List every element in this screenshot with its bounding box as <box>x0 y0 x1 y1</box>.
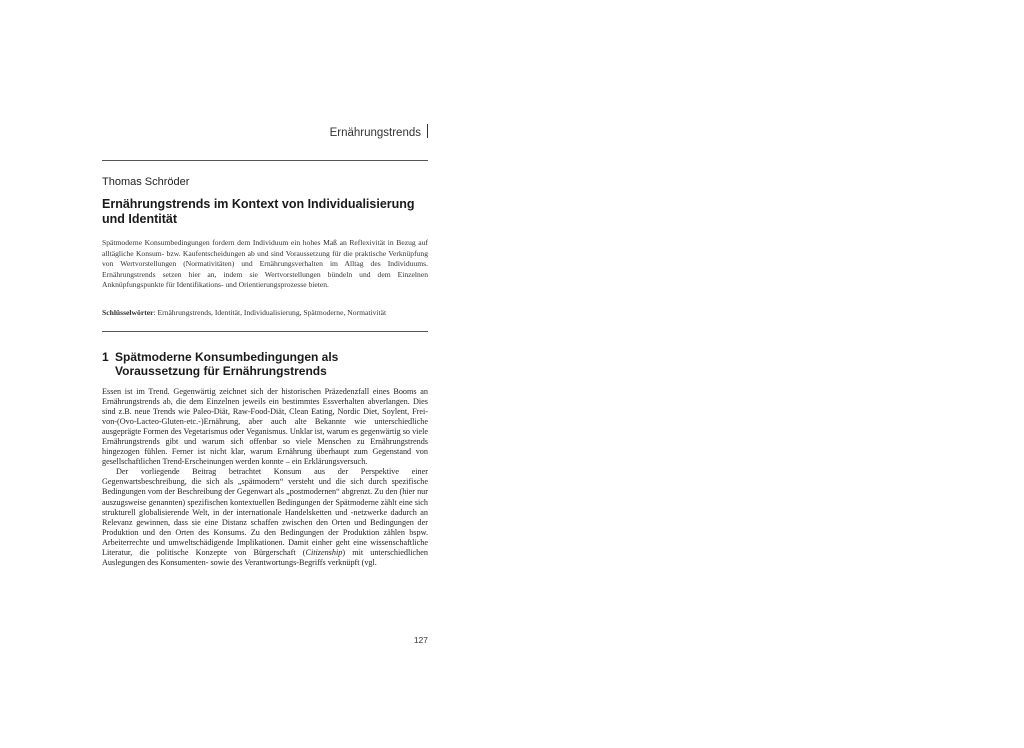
article-title: Ernährungstrends im Kontext von Individualisierung und Identität <box>102 197 415 226</box>
paragraph-1: Essen ist im Trend. Gegenwärtig zeichnet sich der historischen Präzedenzfall eines Booms an Ernährungstrends ab, die dem Einzelnen jeweils ein bestimmtes Essverhalten abverlangen. Dies sind z.B. neue Trends wie Paleo-Diät, Raw-Food-Diät, Clean Eating, Nordic Diet, Soylent, Frei-von-(Ovo-Lacteo-Gluten-etc.-)Ernährung, aber auch alte Bekannte wie unterschiedliche ausgeprägte Formen des Vegetarismus oder Veganismus. Unklar ist, warum es gegenwärtig so viele Ernährungstrends gibt und warum sich offenbar so viele Menschen zu Ernährungstrends hingezogen fühlen. Ferner ist nicht klar, warum Ernährung überhaupt zum Gegenstand von gesellschaftlichen Trend-Erscheinungen werden konnte – ein Erklärungsversuch. <box>102 387 428 467</box>
paragraph-2-text: Der vorliegende Beitrag betrachtet Konsum aus der Perspektive einer Gegenwartsbeschreibung, die sich als „spätmodern“ versteht und die sich durch spezifische Bedingungen vom der Beschreibung der Gegenwart als „postmodernen“ abgrenzt. Zu den (hier nur auszugsweise genannten) spezifischen kontextuellen Bedingungen der Spätmoderne zählt eine sich strukturell globalisierende Welt, in der internationale Handelsketten und -netzwerke dadurch an Relevanz gewinnen, dass sie eine Distanz schaffen zwischen den Orten und Bedingungen der Produktion und den Orten des Konsums. Zu den Bedingungen der Produktion zählen bspw. Arbeiterrechte und umweltschädigende Implikationen. Damit einher geht eine wissenschaftliche Literatur, die politische Konzepte von Bürgerschaft ( <box>102 467 428 557</box>
keywords <box>102 308 428 318</box>
bottom-rule <box>102 331 428 332</box>
section-title-line2: Voraussetzung für Ernährungstrends <box>115 364 327 378</box>
paragraph-2-end: ) mit unterschiedlichen Auslegungen des Konsumenten- sowie des Verantwortungs-Begriffs verknüpft (vgl. <box>102 547 428 567</box>
paragraph-2 <box>102 467 428 567</box>
running-head <box>102 124 428 139</box>
abstract: Spätmoderne Konsumbedingungen fordern dem Individuum ein hohes Maß an Reflexivität in Bezug auf alltägliche Konsum- bzw. Kaufentscheidungen ab und sind Voraussetzung für die praktische Verknüpfung von Wertvorstellungen (Normativitäten) und Ernährungsverhalten im Alltag des Individuums. Ernährungstrends setzen hier an, indem sie Wertvorstellungen bündeln und dem Einzelnen Anknüpfungspunkte für Identifikations- und Orientierungsprozesse bieten. <box>102 238 428 289</box>
author-name: Thomas Schröder <box>102 176 190 188</box>
keywords-list: : Ernährungstrends, Identität, Individualisierung, Spätmoderne, Normativität <box>153 308 387 317</box>
citizenship-term: Citizenship <box>305 547 343 557</box>
page-number: 127 <box>413 635 428 645</box>
body-text <box>102 387 428 568</box>
section-title-line1: Spätmoderne Konsumbedingungen als <box>115 350 339 364</box>
running-head-bar <box>427 124 428 138</box>
section-heading <box>102 350 428 378</box>
top-rule <box>102 160 428 161</box>
section-number: 1 <box>102 350 109 364</box>
running-head-text: Ernährungstrends <box>329 127 421 139</box>
keywords-label: Schlüsselwörter <box>102 308 154 317</box>
